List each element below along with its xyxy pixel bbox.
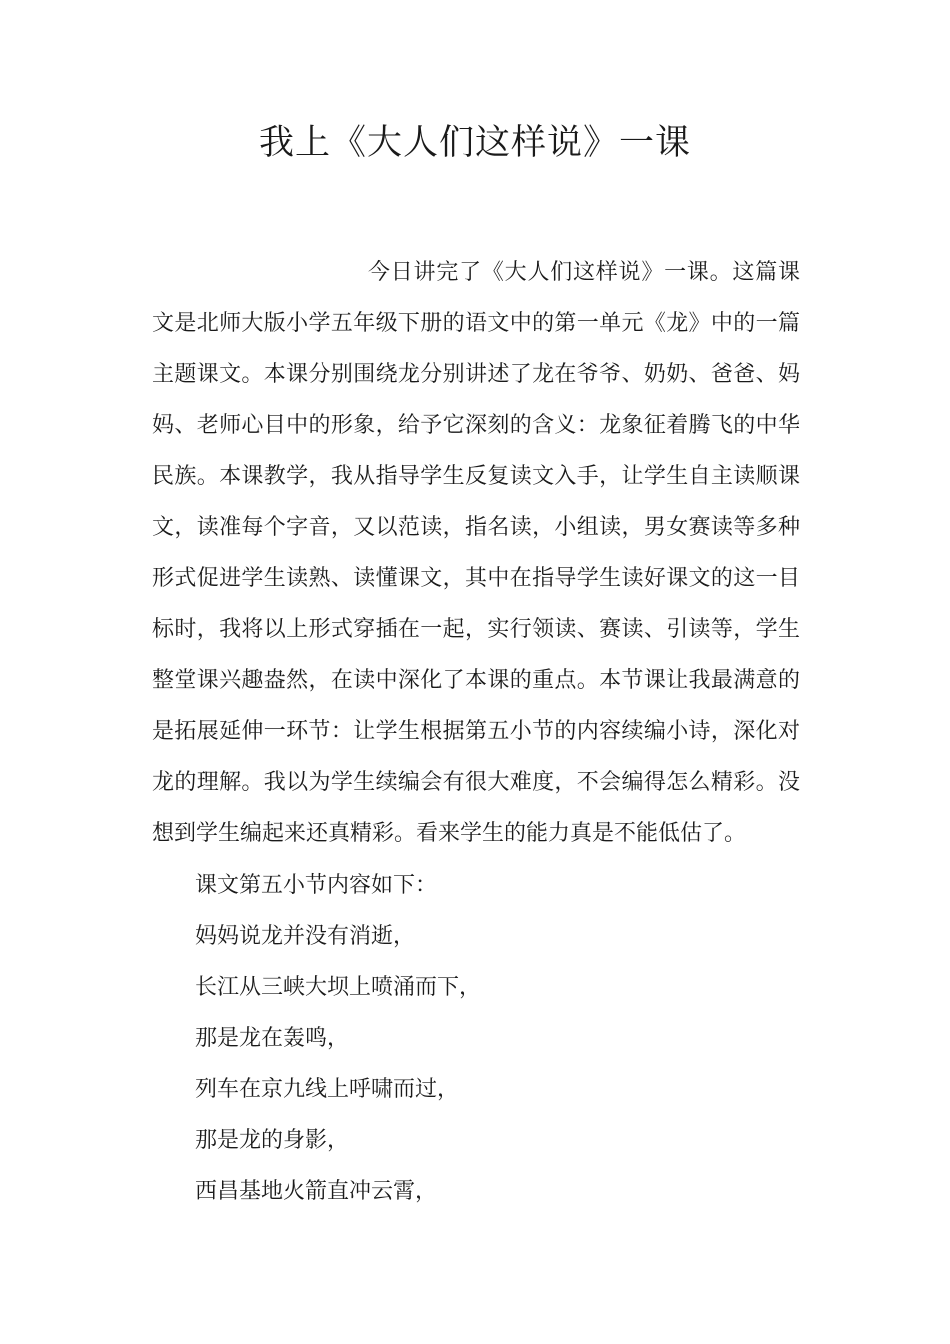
text-line: 西昌基地火箭直冲云霄， [195,1179,438,1204]
text-line: 长江从三峡大坝上喷涌而下， [195,975,482,1000]
text-line: 妈妈说龙并没有消逝， [195,924,416,949]
text-line: 那是龙的身影， [195,1128,350,1153]
text-line: 那是龙在轰鸣， [195,1026,350,1051]
text-line: 列车在京九线上呼啸而过， [195,1077,460,1102]
text-line: 课文第五小节内容如下： [195,873,438,898]
body-paragraph: 今日讲完了《大人们这样说》一课。这篇课文是北师大版小学五年级下册的语文中的第一单元《龙》中的一篇主题课文。本课分别围绕龙分别讲述了龙在爷爷、奶奶、爸爸、妈妈、老师心目中的形象，给予它深刻的含义：龙象征着腾飞的中华民族。本课教学，我从指导学生反复读文入手，让学生自主读顺课文，读准每个字音，又以范读，指名读，小组读，男女赛读等多种形式促进学生读熟、读懂课文，其中在指导学生读好课文的这一目标时，我将以上形式穿插在一起，实行领读、赛读、引读等，学生整堂课兴趣盎然，在读中深化了本课的重点。本节课让我最满意的是拓展延伸一环节：让学生根据第五小节的内容续编小诗，深化对龙的理解。我以为学生续编会有很大难度，不会编得怎么精彩。没想到学生编起来还真精彩。看来学生的能力真是不能低估了。 [152,260,800,846]
document-title: 我上《大人们这样说》一课 [258,123,691,163]
poem-lines [195,860,481,1217]
